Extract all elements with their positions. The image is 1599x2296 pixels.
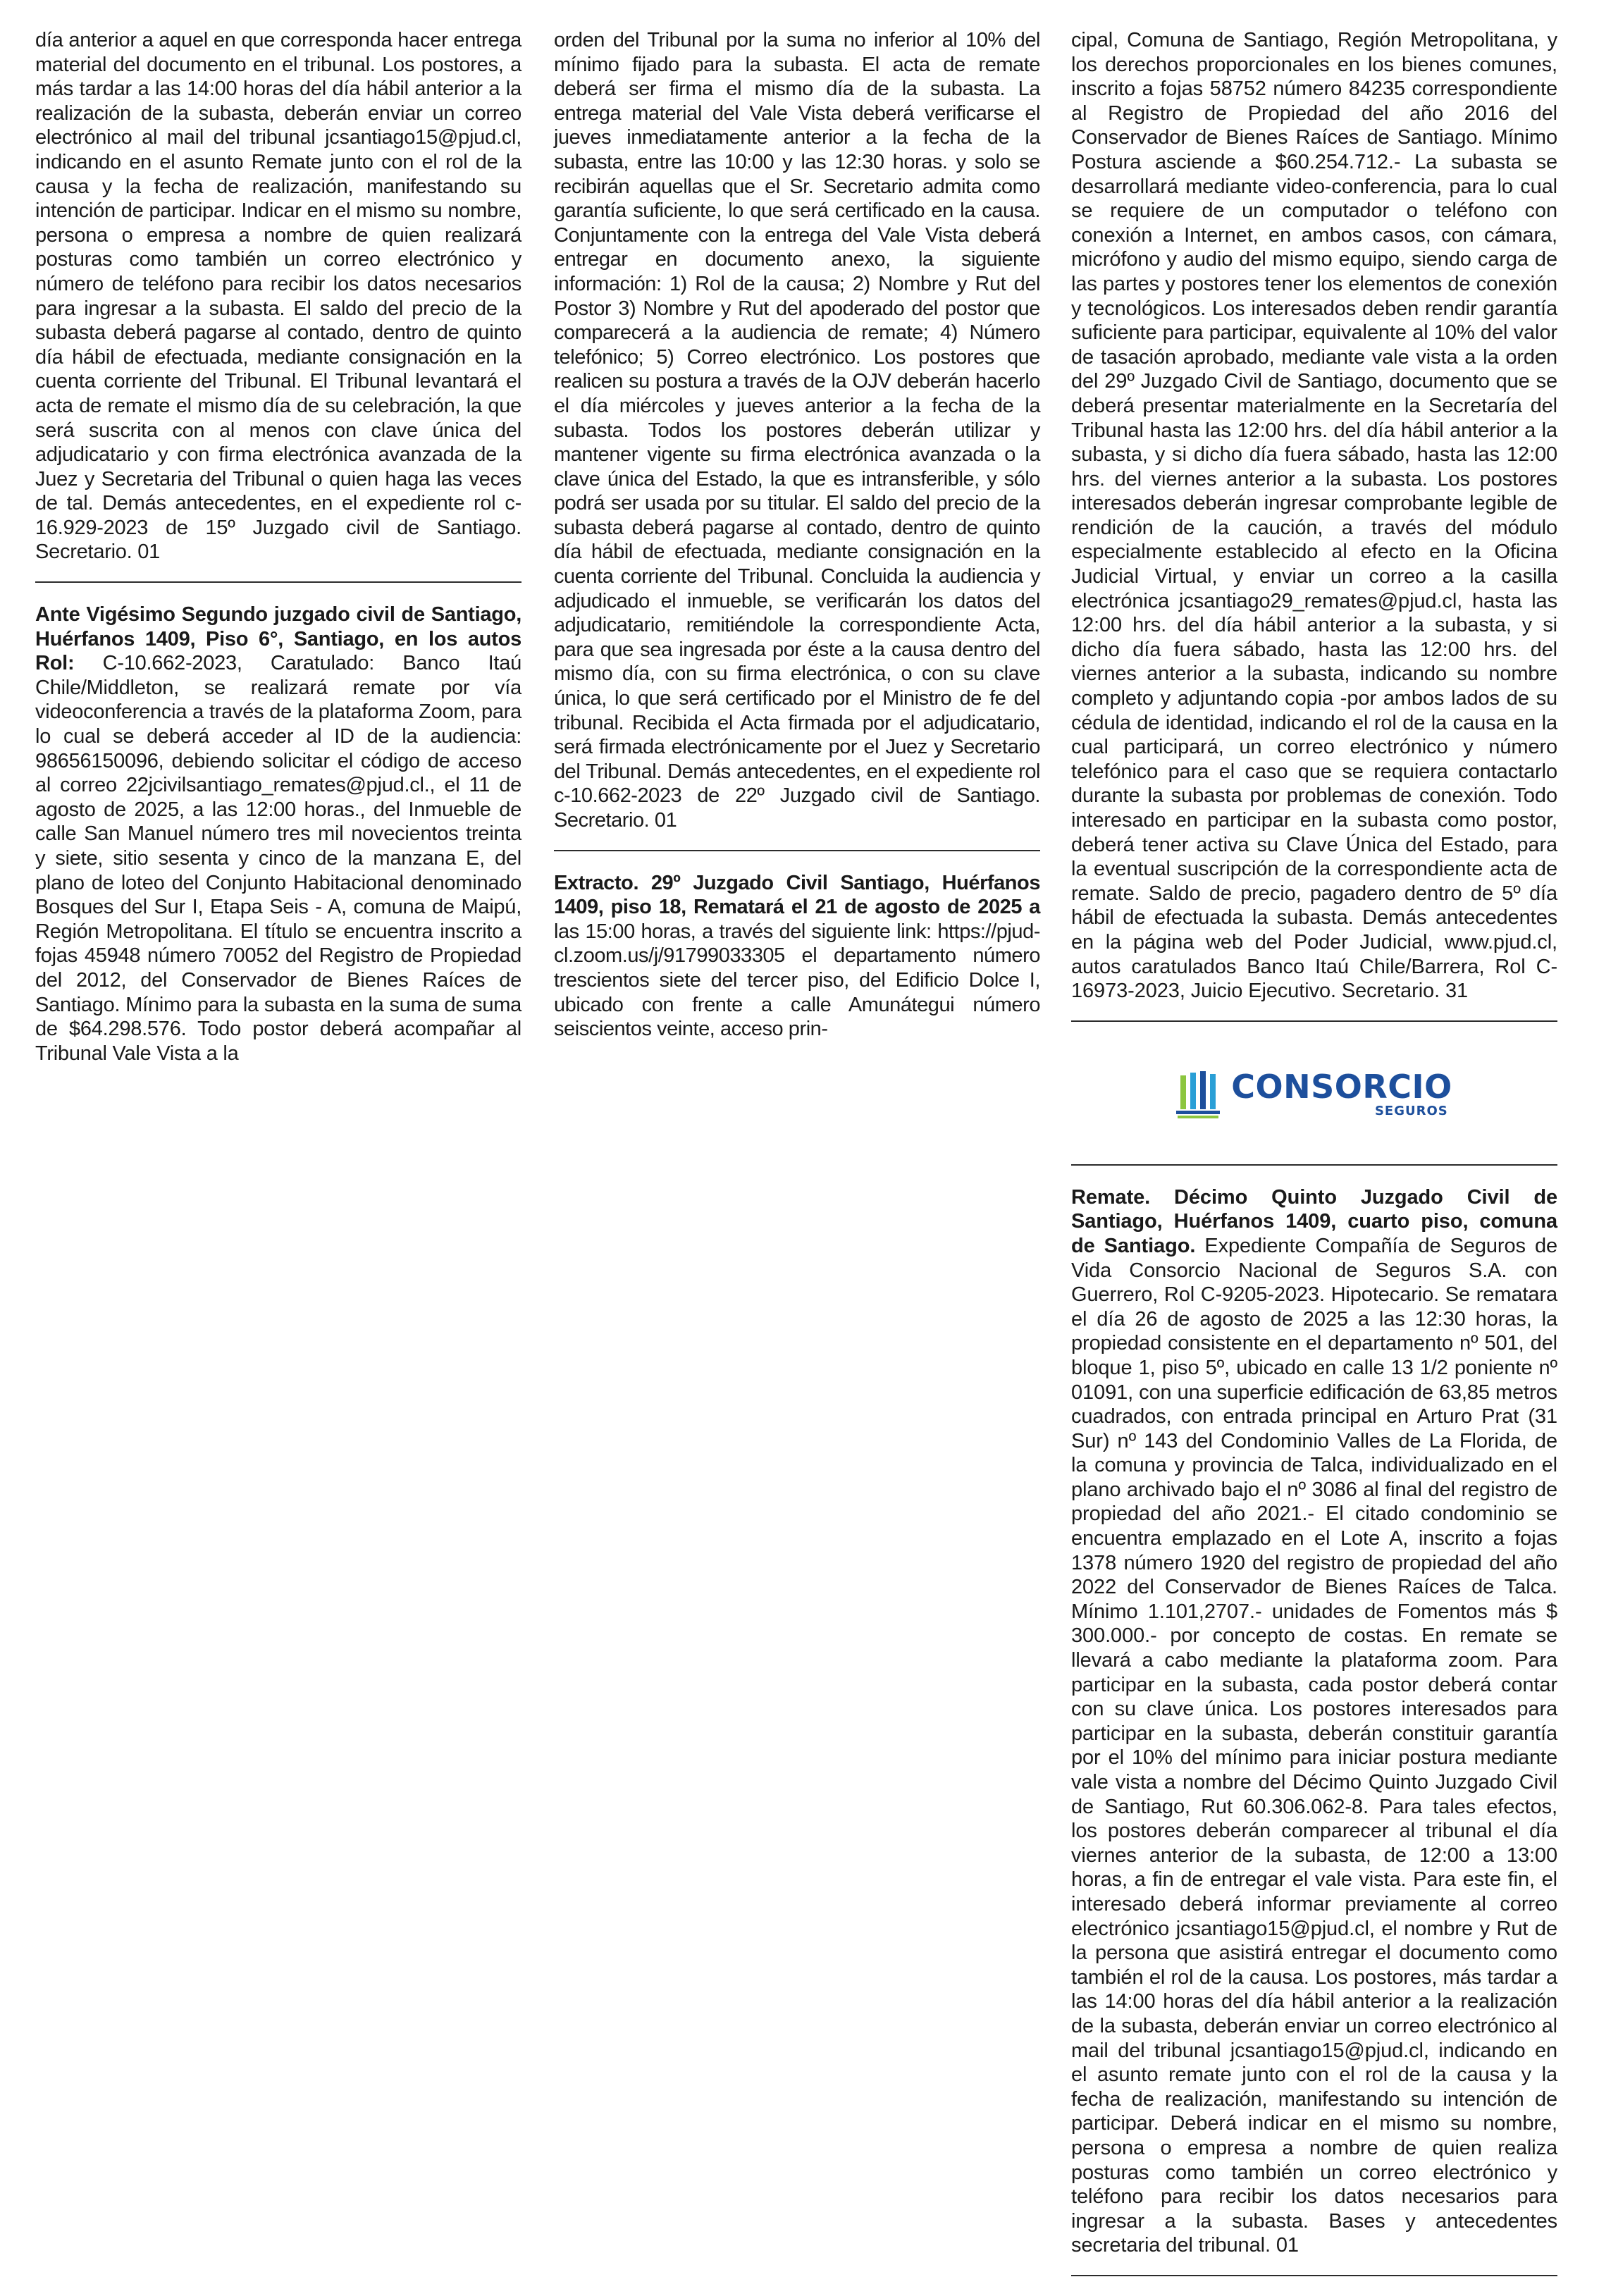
notice-continuation — [35, 28, 521, 564]
consorcio-columns-icon — [1176, 1070, 1221, 1119]
notice-heading: Remate. Décimo Quinto Juzgado Civil de Santiago, Huérfanos 1409, cuarto piso, comuna de Santiago. — [1071, 1185, 1557, 1257]
column-1 — [35, 28, 521, 1066]
notice-heading: Extracto. 29º Juzgado Civil Santiago, Huérfanos 1409, piso 18, Rematará el 21 de agosto de 2025 a — [554, 871, 1040, 919]
logo-subtitle: SEGUROS — [1374, 1103, 1448, 1118]
notice-divider — [1071, 1020, 1557, 1022]
notice-body: cipal, Comuna de Santiago, Región Metropolitana, y los derechos proporcionales en los bienes comunes, inscrito a fojas 58752 número 84235 correspondiente al Registro de Propiedad del año 2016 del Conservador de Bienes Raíces de Santiago. Mínimo Postura asciende a $60.254.712.- La subasta se desarrollará mediante video-conferencia, para lo cual se requiere de un computador o teléfono con conexión a Internet, en ambos casos, con cámara, micrófono y audio del mismo equipo, siendo carga de las partes y postores tener los elementos de conexión y tecnológicos. Los interesados deben rendir garantía suficiente para participar, equivalente al 10% del valor de tasación aprobado, mediante vale vista a la orden del 29º Juzgado Civil de Santiago, documento que se deberá presentar materialmente en la Secretaría del Tribunal hasta las 12:00 hrs. del día hábil anterior a la subasta, y si dicho día fuera sábado, hasta las 12:00 hrs. del viernes anterior a la subasta. Los postores interesados deberán ingresar comprobante legible de rendición de la caución, a través del módulo especialmente establecido al efecto en la Oficina Judicial Virtual, y enviar un correo a la casilla electrónica jcsantiago29_remates@pjud.cl, hasta las 12:00 hrs. del día hábil anterior a la subasta, y si dicho día fuera sábado, hasta las 12:00 hrs. del viernes anterior a la subasta, indicando su nombre completo y adjuntando copia -por ambos lados de su cédula de identidad, indicando el rol de la causa en la cual participará, un correo electrónico y número telefónico para el caso que se requiera contactarlo durante la subasta por problemas de conexión. Todo interesado en participar en la subasta como postor, deberá tener activa su Clave Única del Estado, para la eventual suscripción de la correspondiente acta de remate. Saldo de precio, pagadero dentro de 5º día hábil de efectuada la subasta. Demás antecedentes en la página web del Poder Judicial, www.pjud.cl, autos caratulados Banco Itaú Chile/Barrera, Rol C-16973-2023, Juicio Ejecutivo. Secretario. 31 — [1071, 29, 1557, 1003]
notice-body: orden del Tribunal por la suma no inferior al 10% del mínimo fijado para la subasta. El acta de remate deberá ser firma el mismo día de la subasta. La entrega material del Vale Vista deberá verificarse el jueves inmediatamente anterior a la fecha de la subasta, entre las 10:00 y las 12:30 horas. y solo se recibirán aquellas que el Sr. Secretario admita como garantía suficiente, lo que será certificado en la causa. Conjuntamente con la entrega del Vale Vista deberá entregar en documento anexo, la siguiente información: 1) Rol de la causa; 2) Nombre y Rut del Postor 3) Nombre y Rut del apoderado del postor que comparecerá a la audiencia de remate; 4) Número telefónico; 5) Correo electrónico. Los postores que realicen su postura a través de la OJV deberán hacerlo el día miércoles y jueves anterior a la fecha de la subasta. Todos los postores deberán utilizar y mantener vigente su firma electrónica avanzada o la clave única del Estado, la que es intransferible, y sólo podrá ser usada por su titular. El saldo del precio de la subasta deberá pagarse al contado, dentro de quinto día hábil de efectuada, mediante consignación en la cuenta corriente del Tribunal. Concluida la audiencia y adjudicado el inmueble, se verificarán los datos del adjudicatario, remitiéndole la correspondiente Acta, para que sea ingresada por éste a la causa dentro del mismo día, con su firma electrónica, o con su clave única, lo que será certificado por el Ministro de fe del tribunal. Recibida el Acta firmada por el adjudicatario, será firmada electrónicamente por el Juez y Secretario del Tribunal. Demás antecedentes, en el expediente rol c-10.662-2023 de 22º Juzgado civil de Santiago. Secretario. 01 — [554, 29, 1040, 832]
notice-body: día anterior a aquel en que corresponda hacer entrega material del documento en el tribunal. Los postores, a más tardar a las 14:00 horas del día hábil anterior a la realización de la subasta, deberán enviar un correo electrónico al mail del tribunal jcsantiago15@pjud.cl, indicando en el asunto Remate junto con el rol de la causa y la fecha de realización, manifestando su intención de participar. Indicar en el mismo su nombre, persona o empresa a nombre de quien realizará posturas como también un correo electrónico y número de teléfono para recibir los datos necesarios para ingresar a la subasta. El saldo del precio de la subasta deberá pagarse al contado, dentro de quinto día hábil de efectuada, mediante consignación en la cuenta corriente del Tribunal. El Tribunal levantará el acta de remate el mismo día de su celebración, la que será suscrita con al menos con clave única del adjudicatario y con firma electrónica avanzada de la Juez y Secretaria del Tribunal o quien haga las veces de tal. Demás antecedentes, en el expediente rol c-16.929-2023 de 15º Juzgado civil de Santiago. Secretario. 01 — [35, 29, 521, 564]
notice-heading: Ante Vigésimo Segundo juzgado civil de Santiago, Huérfanos 1409, Piso 6°, Santiago, en los autos Rol: — [35, 603, 521, 675]
notice-body: las 15:00 horas, a través del siguiente link: https://pjud-cl.zoom.us/j/91799033305 el departamento número trescientos siete del tercer piso, del Edificio Dolce I, ubicado con frente a calle Amunátegui número seiscientos veinte, acceso prin- — [554, 920, 1040, 1041]
notice-remate-15-juzgado — [1071, 1185, 1557, 2258]
notice-divider — [554, 850, 1040, 851]
logo-text — [1231, 1067, 1452, 1119]
notice-continuation — [554, 28, 1040, 833]
logo-lockup — [1176, 1067, 1452, 1119]
notice-divider — [35, 581, 521, 583]
notice-remate-22-juzgado — [35, 603, 521, 1066]
column-3 — [1071, 28, 1557, 2296]
notice-extracto-29-juzgado — [554, 871, 1040, 1042]
consorcio-logo — [1071, 1042, 1557, 1147]
notice-continuation — [1071, 28, 1557, 1004]
notice-body: Expediente Compañía de Seguros de Vida Consorcio Nacional de Seguros S.A. con Guerrero, Rol C-9205-2023. Hipotecario. Se rematara el día 26 de agosto de 2025 a las 12:30 horas, la propiedad consistente en el departamento nº 501, del bloque 1, piso 5º, ubicado en calle 13 1/2 poniente nº 01091, con una superficie edificación de 63,85 metros cuadrados, con entrada principal en Arturo Prat (31 Sur) nº 143 del Condominio Valles de La Florida, de la comuna y provincia de Talca, individualizado en el plano archivado bajo el nº 3086 al final del registro de propiedad del año 2021.- El citado condominio se encuentra emplazado en el Lote A, inscrito a fojas 1378 número 1920 del registro de propiedad del año 2022 del Conservador de Bienes Raíces de Talca. Mínimo 1.101,2707.- unidades de Fomentos más $ 300.000.- por concepto de costas. En remate se llevará a cabo mediante la plataforma zoom. Para participar en la subasta, cada postor deberá contar con su clave única. Los postores interesados para participar en la subasta, deberán constituir garantía por el 10% del mínimo para iniciar postura mediante vale vista a nombre del Décimo Quinto Juzgado Civil de Santiago, Rut 60.306.062-8. Para tales efectos, los postores deberán comparecer al tribunal el día viernes anterior de la subasta, de 12:00 a 13:00 horas, a fin de entregar el vale vista. Para este fin, el interesado deberá informar previamente al correo electrónico jcsantiago15@pjud.cl, el nombre y Rut de la persona que asistirá entregar el documento como también el rol de la causa. Los postores, más tardar a las 14:00 horas del día hábil anterior a la realización de la subasta, deberán enviar un correo electrónico al mail del tribunal jcsantiago15@pjud.cl, indicando en el asunto remate junto con el rol de la causa y la fecha de realización, manifestando su intención de participar. Deberá indicar en el mismo su nombre, persona o empresa a nombre de quien realiza posturas como también un correo electrónico y teléfono para recibir los datos necesarios para ingresar a la subasta. Bases y antecedentes secretaria del tribunal. 01 — [1071, 1234, 1558, 2257]
logo-name: CONSORCIO — [1231, 1067, 1452, 1106]
notice-body: C-10.662-2023, Caratulado: Banco Itaú Chile/Middleton, se realizará remate por vía videoconferencia a través de la plataforma Zoom, para lo cual se deberá acceder al ID de la audiencia: 98656150096, debiendo solicitar el código de acceso al correo 22jcivilsantiago_remates@pjud.cl., el 11 de agosto de 2025, a las 12:00 horas., del Inmueble de calle San Manuel número tres mil novecientos treinta y siete, sitio sesenta y cinco de la manzana E, del plano de loteo del Conjunto Habitacional denominado Bosques del Sur I, Etapa Seis - A, comuna de Maipú, Región Metropolitana. El título se encuentra inscrito a fojas 45948 número 70052 del Registro de Propiedad del 2012, del Conservador de Bienes Raíces de Santiago. Mínimo para la subasta en la suma de suma de $64.298.576. Todo postor deberá acompañar al Tribunal Vale Vista a la — [35, 652, 521, 1065]
column-2 — [554, 28, 1040, 1042]
notice-divider — [1071, 1164, 1557, 1166]
